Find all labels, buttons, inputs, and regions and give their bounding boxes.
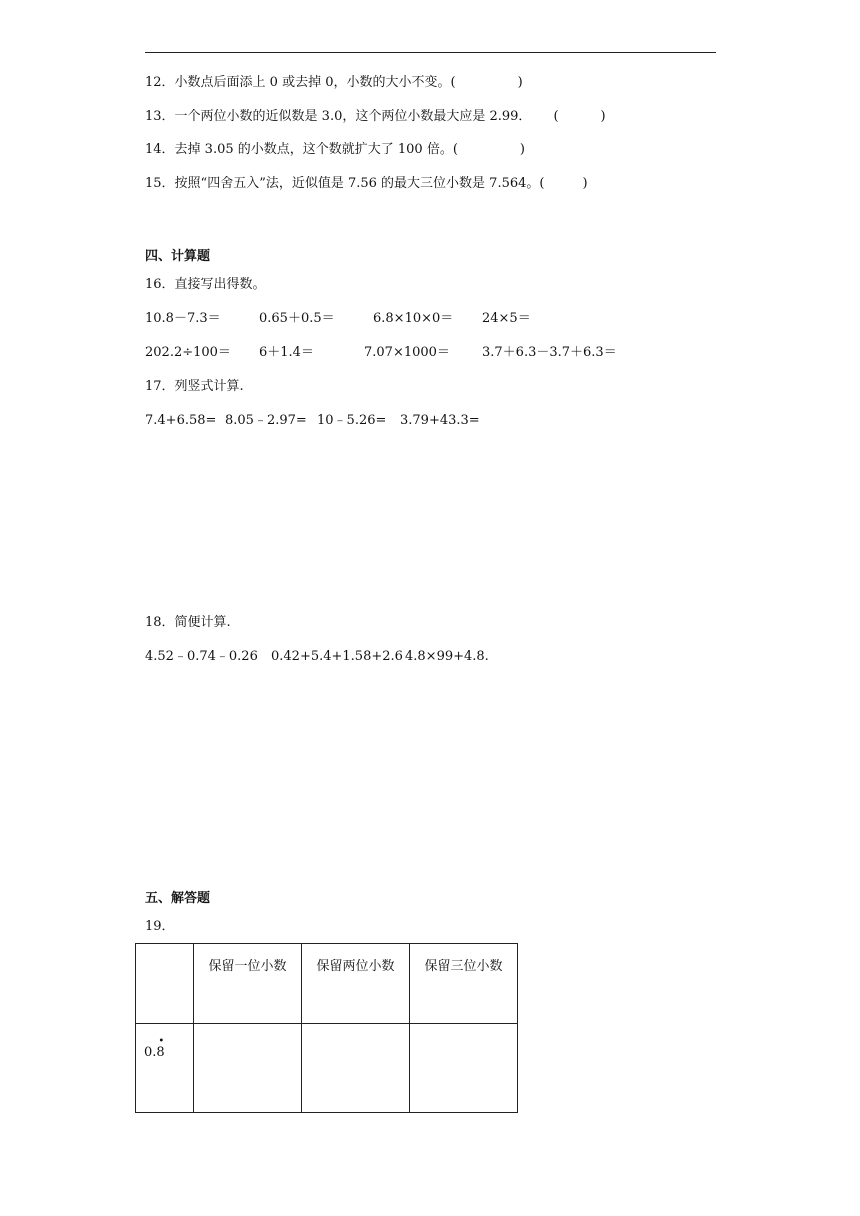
question-15-close-paren: ) xyxy=(582,176,588,191)
question-12 xyxy=(145,74,523,92)
question-17-title: 17．列竖式计算. xyxy=(145,379,244,394)
header-two-decimal xyxy=(302,944,410,1024)
header-two-decimal-label: 保留两位小数 xyxy=(316,959,395,974)
table-row xyxy=(136,1024,518,1113)
repeating-decimal xyxy=(136,1024,193,1062)
q16-item-2: 0.65＋0.5＝ xyxy=(259,311,335,326)
question-13 xyxy=(145,108,606,126)
q17-item-1: 7.4+6.58= xyxy=(145,413,217,428)
question-15-text: 15．按照“四舍五入”法，近似值是 7.56 的最大三位小数是 7.564。( xyxy=(145,176,545,191)
q18-item-2: 0.42+5.4+1.58+2.6 xyxy=(271,649,403,664)
question-15 xyxy=(145,175,588,193)
section-4-title: 四、计算题 xyxy=(145,249,211,264)
answer-one-decimal[interactable] xyxy=(194,1024,302,1113)
q16-item-7: 7.07×1000＝ xyxy=(364,345,450,360)
table-corner-cell xyxy=(136,944,194,1024)
q16-item-6: 6＋1.4＝ xyxy=(259,345,314,360)
header-three-decimal xyxy=(410,944,518,1024)
header-rule xyxy=(145,52,716,53)
question-19-title: 19． xyxy=(145,919,175,934)
q17-item-2: 8.05﹣2.97= xyxy=(225,413,307,428)
table-header-row xyxy=(136,944,518,1024)
header-one-decimal-label: 保留一位小数 xyxy=(208,959,287,974)
q16-item-3: 6.8×10×0＝ xyxy=(373,311,454,326)
question-14-text: 14．去掉 3.05 的小数点，这个数就扩大了 100 倍。( xyxy=(145,142,458,157)
section-5-title: 五、解答题 xyxy=(145,891,211,906)
question-14-close-paren: ) xyxy=(519,142,525,157)
question-13-text: 13．一个两位小数的近似数是 3.0，这个两位小数最大应是 2.99． xyxy=(145,109,532,124)
q16-item-4: 24×5＝ xyxy=(482,311,531,326)
question-16-title: 16．直接写出得数。 xyxy=(145,277,266,292)
q18-item-1: 4.52﹣0.74﹣0.26 xyxy=(145,649,258,664)
question-12-close-paren: ) xyxy=(517,75,523,90)
question-14 xyxy=(145,141,525,159)
decimal-prefix: 0. xyxy=(144,1045,157,1060)
q17-item-3: 10﹣5.26= xyxy=(317,413,387,428)
question-12-text: 12．小数点后面添上 0 或去掉 0，小数的大小不变。( xyxy=(145,75,456,90)
q18-item-3: 4.8×99+4.8. xyxy=(405,649,489,664)
q17-item-4: 3.79+43.3= xyxy=(400,413,480,428)
rounding-table xyxy=(135,943,518,1113)
repeating-digit xyxy=(156,1036,165,1062)
question-13-close-paren: ) xyxy=(600,109,606,124)
answer-three-decimal[interactable] xyxy=(410,1024,518,1113)
repeat-dot-icon: • xyxy=(158,1036,165,1047)
q16-item-1: 10.8－7.3＝ xyxy=(145,311,221,326)
q16-item-5: 202.2÷100＝ xyxy=(145,345,231,360)
header-three-decimal-label: 保留三位小数 xyxy=(424,959,503,974)
header-one-decimal xyxy=(194,944,302,1024)
repeating-digit-value: 8 xyxy=(156,1045,165,1060)
question-18-title: 18．简便计算. xyxy=(145,615,231,630)
answer-two-decimal[interactable] xyxy=(302,1024,410,1113)
repeating-decimal-cell xyxy=(136,1024,194,1113)
question-13-open-paren: ( xyxy=(553,109,559,124)
q16-item-8: 3.7＋6.3－3.7＋6.3＝ xyxy=(482,345,617,360)
